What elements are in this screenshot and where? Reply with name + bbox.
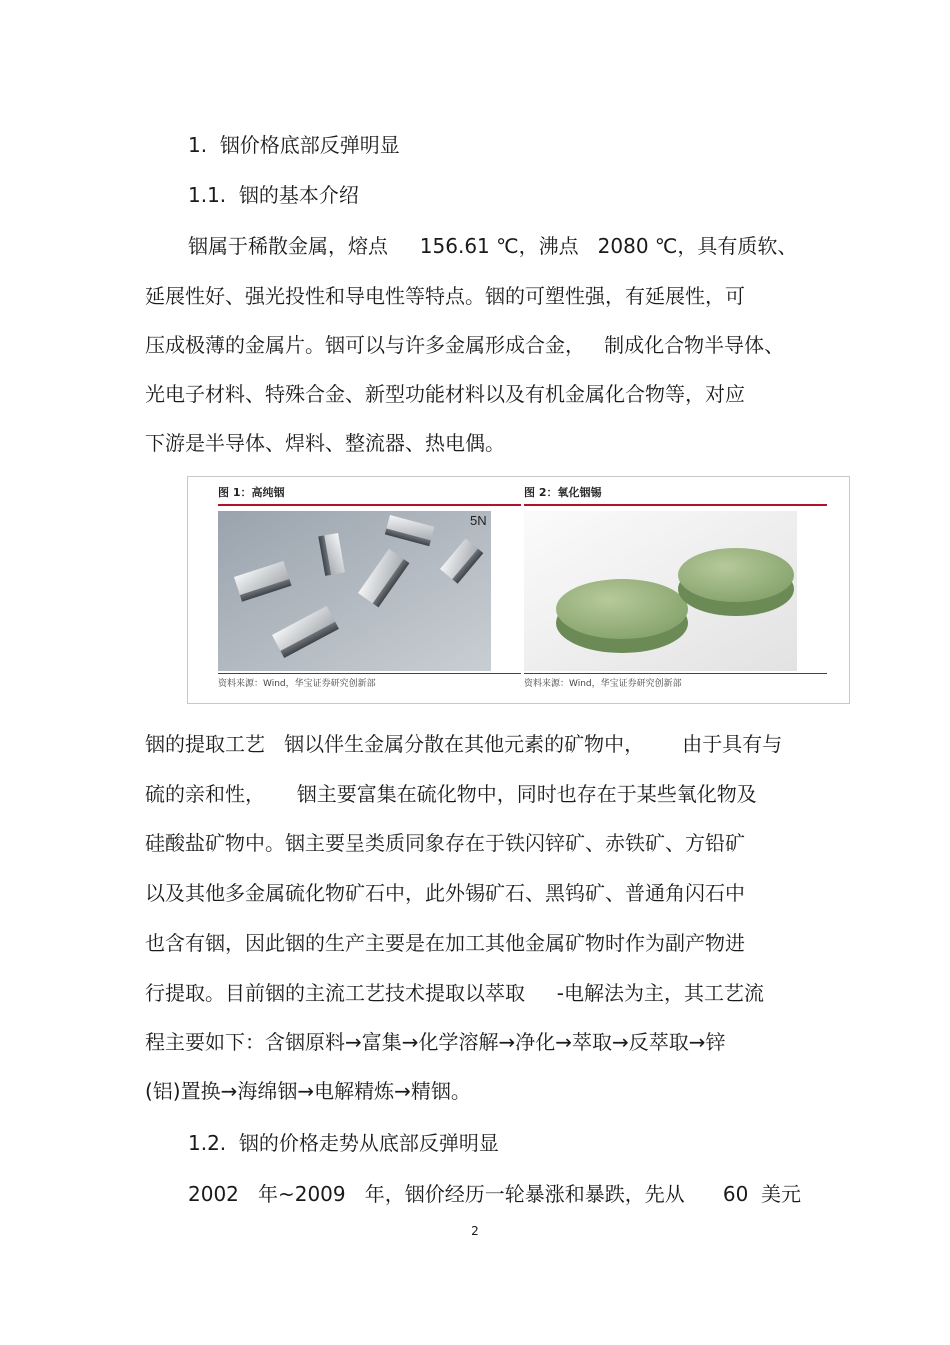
paragraph-line: 行提取。目前铟的主流工艺技术提取以萃取 -电解法为主，其工艺流 <box>145 981 765 1005</box>
figure-2-title: 图 2：氧化铟锡 <box>524 486 602 499</box>
figure-rule <box>218 504 521 506</box>
paragraph-line: 硅酸盐矿物中。铟主要呈类质同象存在于铁闪锌矿、赤铁矿、方铅矿 <box>145 831 745 855</box>
purity-label: 5N <box>470 513 487 528</box>
ito-tablet-photo <box>524 511 797 671</box>
figure-rule <box>524 673 827 674</box>
paragraph-line: 下游是半导体、焊料、整流器、热电偶。 <box>145 431 505 455</box>
high-purity-indium-photo <box>218 511 491 671</box>
figure-panel <box>187 476 850 704</box>
paragraph-line: 程主要如下：含铟原料→富集→化学溶解→净化→萃取→反萃取→锌 <box>145 1030 726 1054</box>
figure-2-source: 资料来源：Wind，华宝证券研究创新部 <box>524 679 682 689</box>
figure-rule <box>524 504 827 506</box>
paragraph-line: 2002 年~2009 年，铟价经历一轮暴涨和暴跌，先从 60 美元 <box>188 1182 802 1206</box>
section-heading-1-2: 1.2. 铟的价格走势从底部反弹明显 <box>188 1131 499 1155</box>
paragraph-line: 以及其他多金属硫化物矿石中，此外锡矿石、黑钨矿、普通角闪石中 <box>145 881 745 905</box>
paragraph-line: 光电子材料、特殊合金、新型功能材料以及有机金属化合物等，对应 <box>145 382 745 406</box>
figure-rule <box>218 673 521 674</box>
section-heading-1: 1. 铟价格底部反弹明显 <box>188 133 400 157</box>
figure-1 <box>218 485 520 690</box>
paragraph-line: 铟的提取工艺 铟以伴生金属分散在其他元素的矿物中， 由于具有与 <box>145 732 783 756</box>
paragraph-line: (铝)置换→海绵铟→电解精炼→精铟。 <box>145 1079 471 1103</box>
page-number: 2 <box>471 1224 479 1238</box>
paragraph-line: 也含有铟，因此铟的生产主要是在加工其他金属矿物时作为副产物进 <box>145 931 745 955</box>
paragraph-line: 延展性好、强光投性和导电性等特点。铟的可塑性强，有延展性，可 <box>145 284 745 308</box>
paragraph-line: 压成极薄的金属片。铟可以与许多金属形成合金， 制成化合物半导体、 <box>145 333 785 357</box>
figure-1-source: 资料来源：Wind，华宝证券研究创新部 <box>218 679 376 689</box>
paragraph-line: 铟属于稀散金属，熔点 156.61 ℃，沸点 2080 ℃，具有质软、 <box>188 234 798 258</box>
figure-2 <box>524 485 826 690</box>
section-heading-1-1: 1.1. 铟的基本介绍 <box>188 183 359 207</box>
figure-1-title: 图 1：高纯铟 <box>218 486 285 499</box>
paragraph-line: 硫的亲和性， 铟主要富集在硫化物中，同时也存在于某些氧化物及 <box>145 782 757 806</box>
